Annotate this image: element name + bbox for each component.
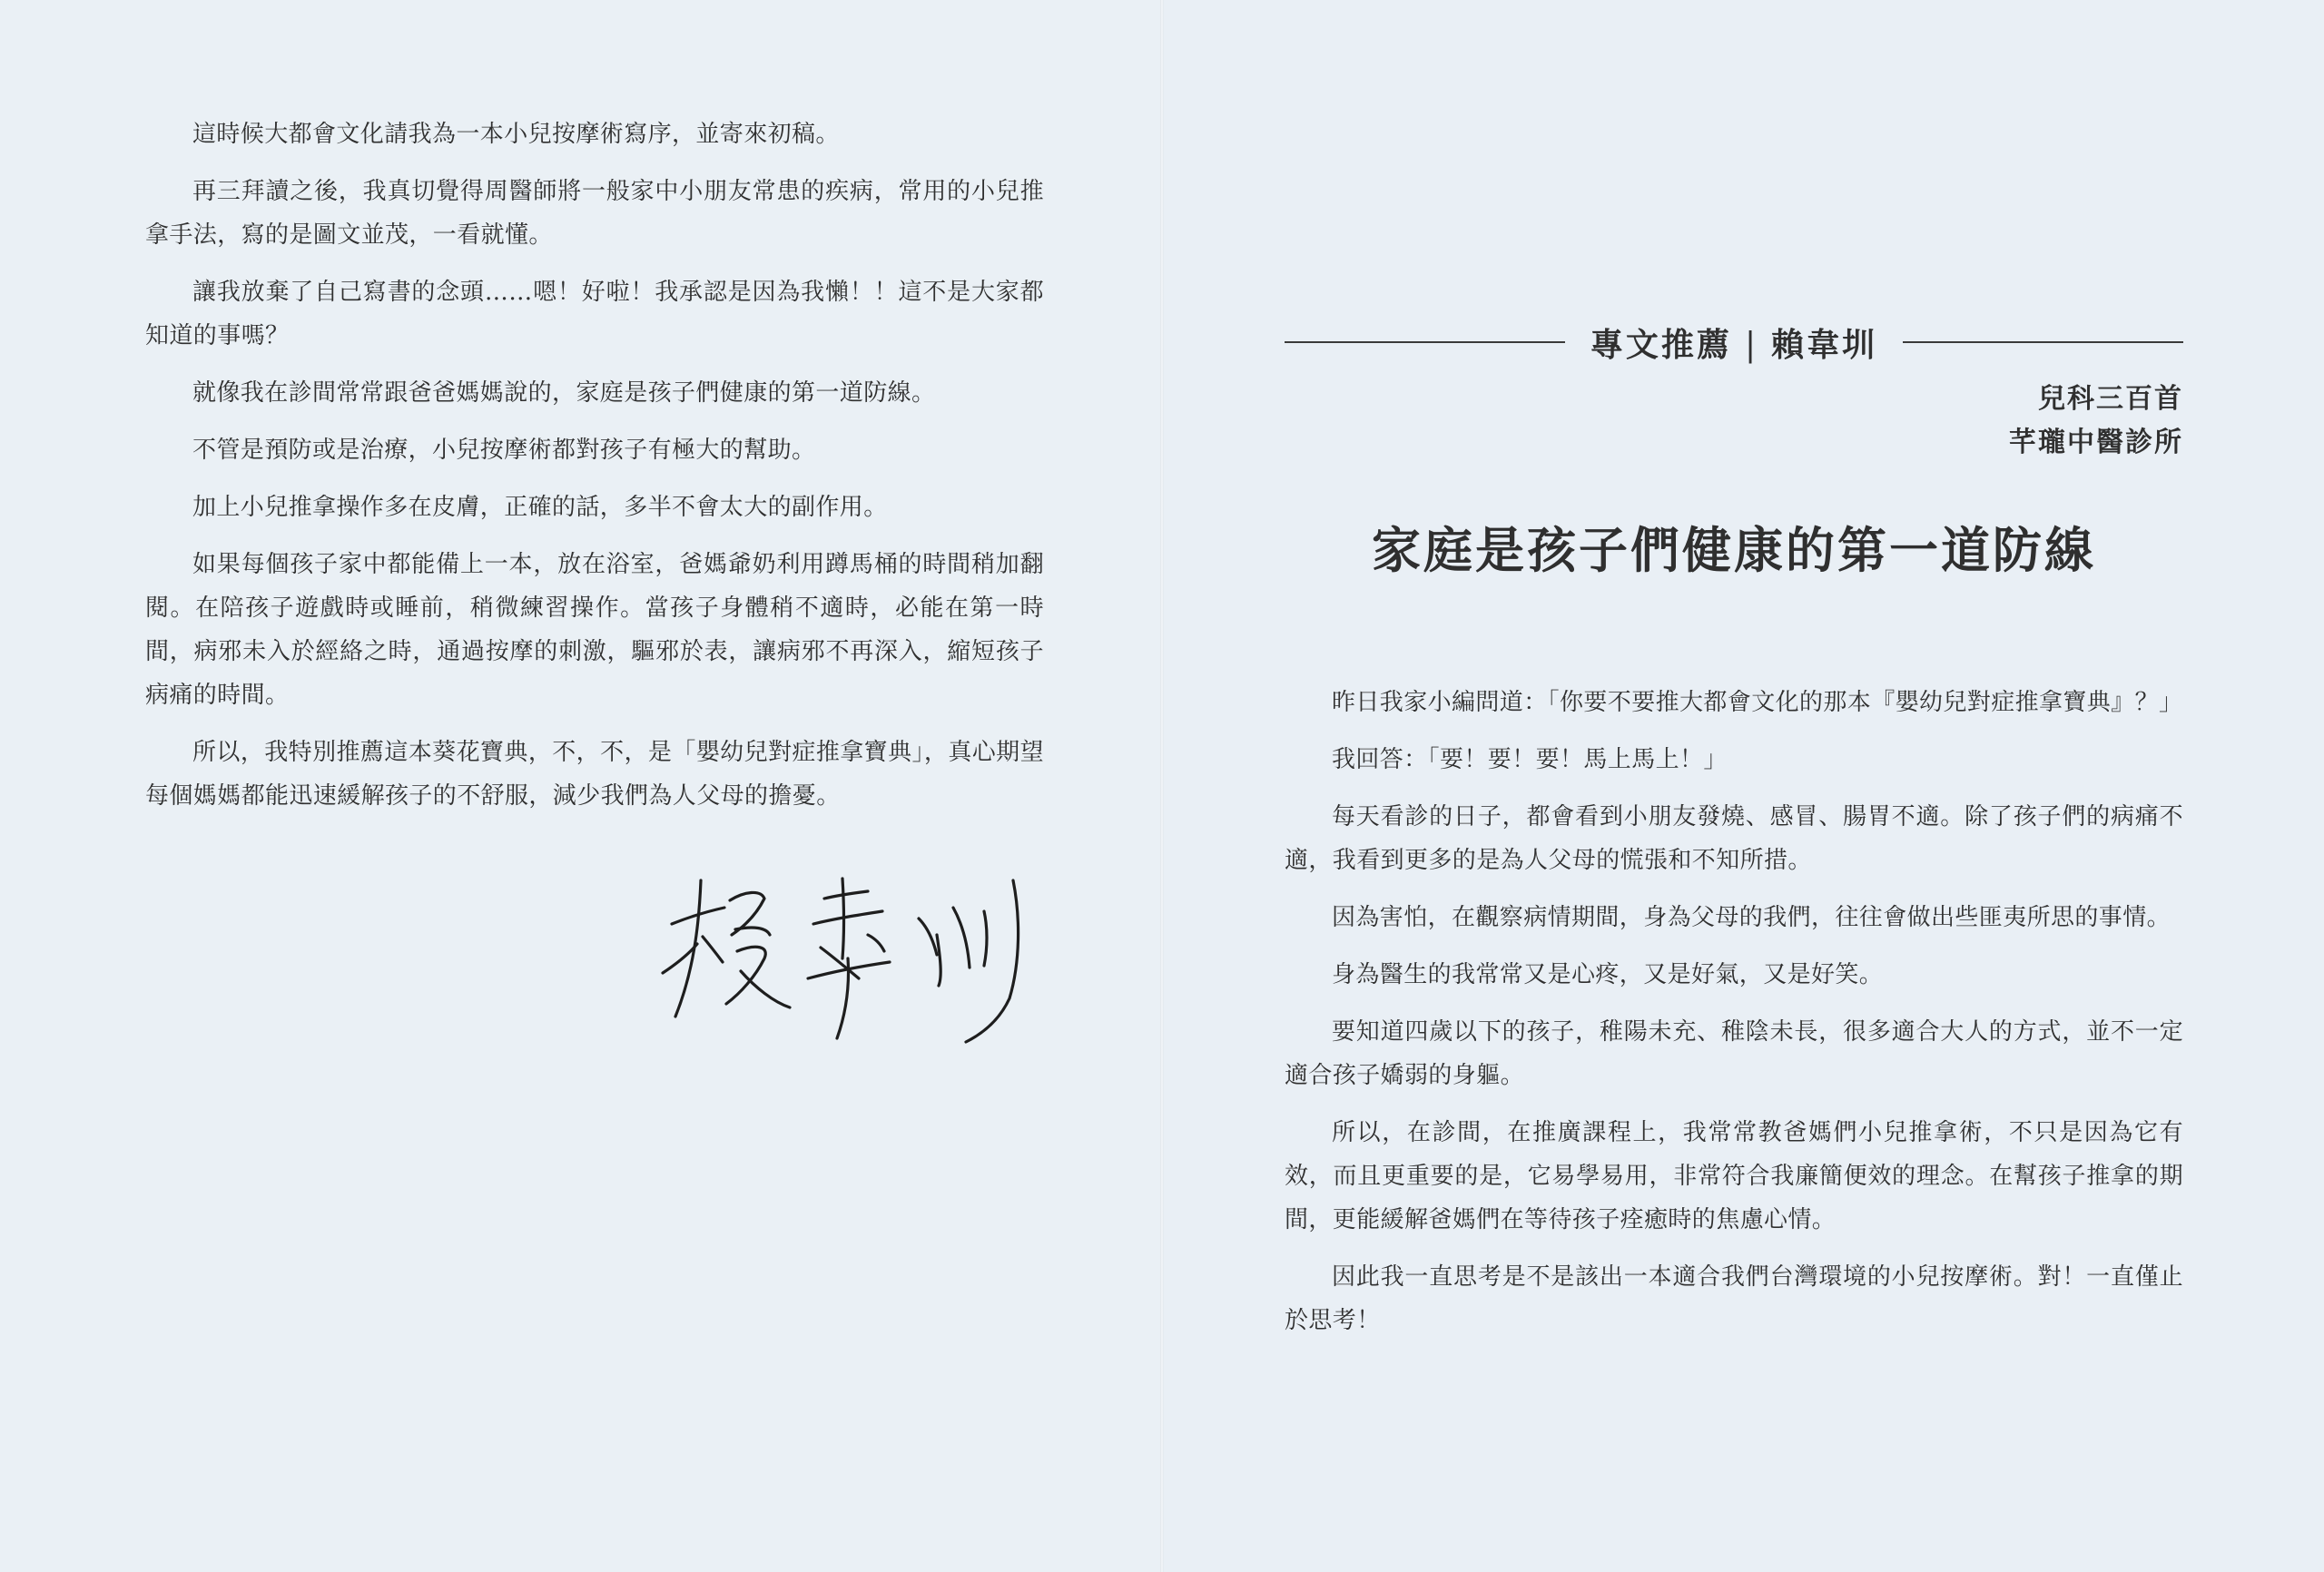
affiliation-line: 芊瓏中醫診所 xyxy=(2009,427,2183,458)
header-separator: | xyxy=(1744,326,1759,364)
left-body-text xyxy=(145,113,1044,831)
paragraph: 每天看診的日子，都會看到小朋友發燒、感冒、腸胃不適。除了孩子們的病痛不適，我看到更多的是為人父母的慌張和不知所措。 xyxy=(1285,803,2183,874)
paragraph: 讓我放棄了自己寫書的念頭……嗯！好啦！我承認是因為我懶！！這不是大家都知道的事嗎？ xyxy=(145,279,1044,349)
paragraph: 就像我在診間常常跟爸爸媽媽說的，家庭是孩子們健康的第一道防線。 xyxy=(192,379,936,407)
handwritten-signature xyxy=(654,871,1053,1053)
paragraph: 再三拜讀之後，我真切覺得周醫師將一般家中小朋友常患的疾病，常用的小兒推拿手法，寫的是圖文並茂，一看就懂。 xyxy=(145,178,1044,249)
paragraph: 要知道四歲以下的孩子，稚陽未充、稚陰未長，很多適合大人的方式，並不一定適合孩子嬌弱的身軀。 xyxy=(1285,1018,2183,1089)
article-title: 家庭是孩子們健康的第一道防線 xyxy=(1372,521,2096,579)
paragraph: 所以，在診間，在推廣課程上，我常常教爸媽們小兒推拿術，不只是因為它有效，而且更重要的是，它易學易用，非常符合我廉簡便效的理念。在幫孩子推拿的期間，更能緩解爸媽們在等待孩子痊癒時的焦慮心情。 xyxy=(1285,1119,2183,1233)
paragraph: 加上小兒推拿操作多在皮膚，正確的話，多半不會太大的副作用。 xyxy=(192,494,888,521)
paragraph: 不管是預防或是治療，小兒按摩術都對孩子有極大的幫助。 xyxy=(192,437,816,464)
paragraph: 因為害怕，在觀察病情期間，身為父母的我們，往往會做出些匪夷所思的事情。 xyxy=(1332,904,2171,931)
affiliation-line: 兒科三百首 xyxy=(2038,383,2183,415)
paragraph: 因此我一直思考是不是該出一本適合我們台灣環境的小兒按摩術。對！一直僅止於思考！ xyxy=(1285,1263,2183,1334)
book-gutter xyxy=(1160,0,1164,1572)
author-affiliation xyxy=(1285,378,2183,465)
section-header xyxy=(1285,319,2183,365)
right-body-text xyxy=(1285,681,2183,1356)
paragraph: 昨日我家小編問道：「你要不要推大都會文化的那本『嬰幼兒對症推拿寶典』？」 xyxy=(1332,689,2183,716)
paragraph: 身為醫生的我常常又是心疼，又是好氣，又是好笑。 xyxy=(1332,961,1884,988)
paragraph: 所以，我特別推薦這本葵花寶典，不，不，是「嬰幼兒對症推拿寶典」，真心期望每個媽媽都能迅速緩解孩子的不舒服，減少我們為人父母的擔憂。 xyxy=(145,739,1044,810)
header-rule-left xyxy=(1285,341,1565,343)
paragraph: 這時候大都會文化請我為一本小兒按摩術寫序，並寄來初稿。 xyxy=(192,121,840,148)
header-category: 專文推薦 xyxy=(1590,325,1732,364)
paragraph: 我回答：「要！要！要！馬上馬上！」 xyxy=(1332,746,1728,773)
header-author: 賴韋圳 xyxy=(1771,325,1878,364)
header-label xyxy=(1565,319,1903,366)
paragraph: 如果每個孩子家中都能備上一本，放在浴室，爸媽爺奶利用蹲馬桶的時間稍加翻閱。在陪孩子遊戲時或睡前，稍微練習操作。當孩子身體稍不適時，必能在第一時間，病邪未入於經絡之時，通過按摩的刺激，驅邪於表，讓病邪不再深入，縮短孩子病痛的時間。 xyxy=(145,551,1044,709)
header-rule-right xyxy=(1903,341,2183,343)
